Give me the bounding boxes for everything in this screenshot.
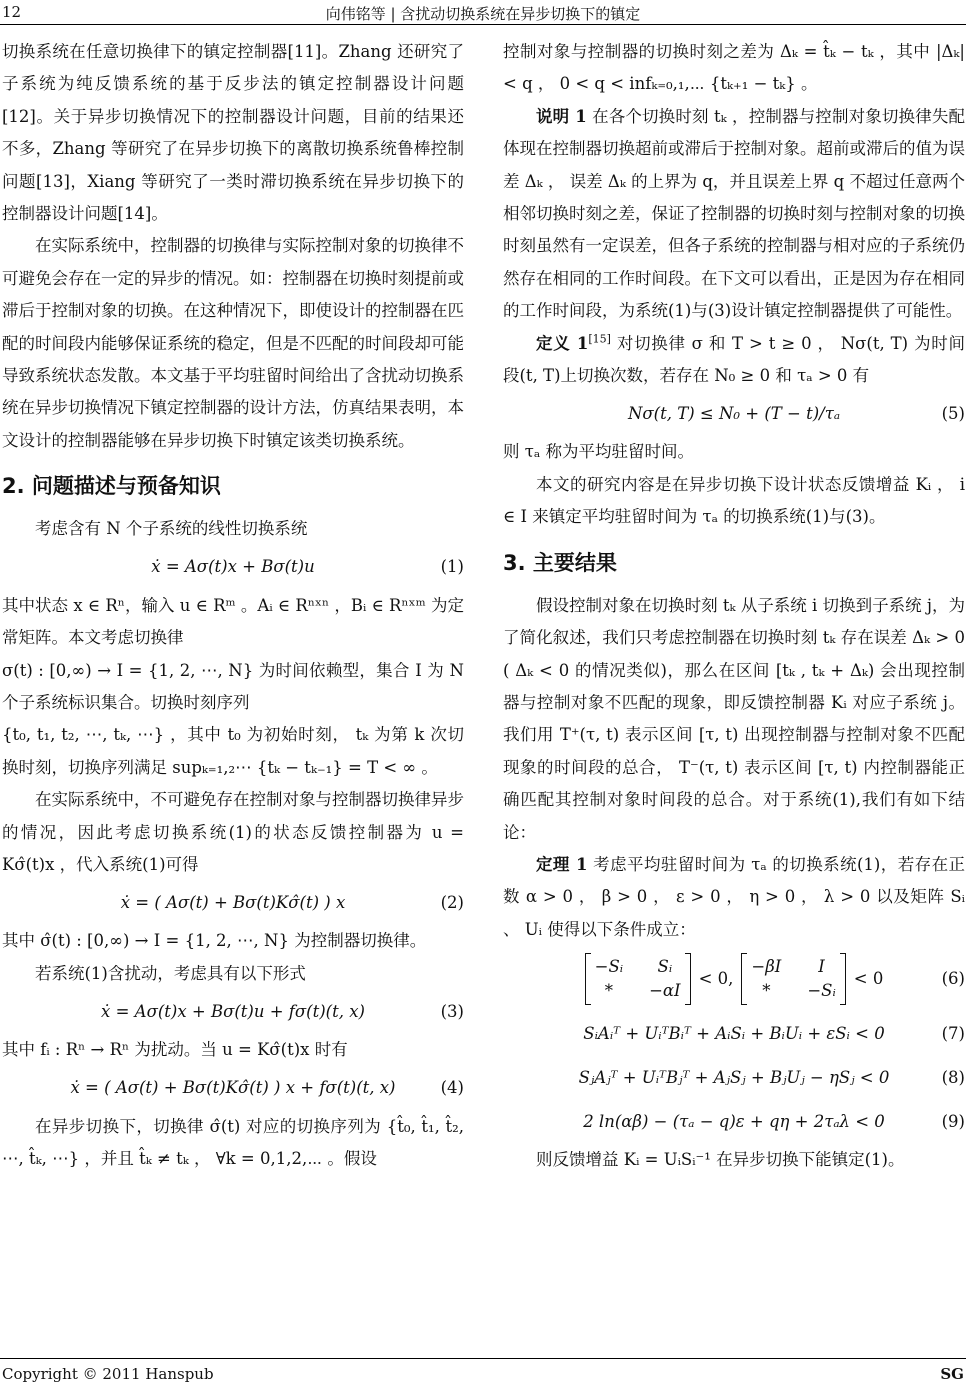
- equation-number: (8): [941, 1067, 965, 1087]
- equation-number: (2): [440, 893, 464, 913]
- paragraph: σ(t) : [0,∞) → I = {1, 2, ⋯, N} 为时间依赖型，集合 I 为 N 个子系统标识集合。切换时刻序列: [2, 660, 464, 712]
- inequality-sign: < 0: [853, 968, 884, 988]
- equation-body: Nσ(t, T) ≤ N₀ + (T − t)/τₐ: [627, 404, 841, 424]
- equation-number: (3): [440, 1001, 464, 1021]
- equation-body: 2 ln(αβ) − (τₐ − q)ε + qη + 2τₐλ < 0: [583, 1111, 885, 1131]
- equation-4: [2, 1067, 464, 1111]
- journal-code: SG: [940, 1365, 964, 1383]
- right-bracket: [685, 953, 691, 1005]
- paragraph: 本文的研究内容是在异步切换下设计状态反馈增益 Kᵢ ， i ∈ I 来镇定平均驻留时间为 τₐ 的切换系统(1)与(3)。: [503, 474, 965, 527]
- equation-9: [503, 1100, 965, 1144]
- remark-text: 在各个切换时刻 tₖ ，控制器与控制对象切换律失配体现在控制器切换超前或滞后于控制对象。超前或滞后的值为误差 Δₖ ， 误差 Δₖ 的上界为 q，并且误差上界 q 不超过任意两个相邻切换时刻之差，保证了控制器的切换时刻与控制对象的切换时刻虽然有一定误差，但各子系统的控制器与相对应的子系统仍然存在相同的工作时间段。在下文可以看出，正是因为存在相同的工作时间段，为系统(1)与(3)设计镇定控制器提供了可能性。: [503, 106, 965, 321]
- equation-number: (7): [941, 1023, 965, 1043]
- matrix-2: [741, 953, 845, 1005]
- paragraph: {t₀, t₁, t₂, ⋯, tₖ, ⋯} ，其中 t₀ 为初始时刻， tₖ 为第 k 次切换时刻，切换序列满足 supₖ₌₁,₂⋯ {tₖ − tₖ₋₁} = T < ∞ 。: [2, 725, 464, 777]
- equation-8: [503, 1056, 965, 1100]
- paragraph: 其中状态 x ∈ Rⁿ，输入 u ∈ Rᵐ 。Aᵢ ∈ Rⁿˣⁿ ，Bᵢ ∈ Rⁿˣᵐ 为定常矩阵。本文考虑切换律: [2, 595, 464, 648]
- equation-number: (4): [440, 1078, 464, 1098]
- page-footer: [0, 1358, 966, 1387]
- theorem-text: 考虑平均驻留时间为 τₐ 的切换系统(1)，若存在正数 α > 0 ， β > 0 ， ε > 0 ， η > 0 ， λ > 0 以及矩阵 Sᵢ 、 Uᵢ 使得以下条件成立：: [503, 854, 965, 939]
- equation-1: [2, 546, 464, 590]
- right-bracket: [840, 953, 846, 1005]
- equation-number: (5): [941, 404, 965, 424]
- equation-2: [2, 881, 464, 925]
- section-heading-2: 2. 问题描述与预备知识: [2, 474, 221, 499]
- right-column: [503, 36, 965, 1177]
- matrix-cell: −Sᵢ: [594, 957, 624, 977]
- left-bracket: [585, 953, 591, 1005]
- remark-paragraph: [503, 101, 965, 328]
- paragraph: 其中 fᵢ : Rⁿ → Rⁿ 为扰动。当 u = Kσ̂(t)x 时有: [2, 1040, 348, 1060]
- definition-label: 定义 1: [536, 333, 589, 353]
- paragraph: 在实际系统中，不可避免存在控制对象与控制器切换律异步的情况，因此考虑切换系统(1)的状态反馈控制器为 u = Kσ̂(t)x ，代入系统(1)可得: [2, 790, 464, 874]
- equation-5: [503, 392, 965, 436]
- matrix-cell: −Sᵢ: [807, 981, 836, 1001]
- inequality-sign: < 0,: [698, 968, 734, 988]
- paragraph: 其中 σ̂(t) : [0,∞) → I = {1, 2, ⋯, N} 为控制器切换律。: [2, 931, 427, 951]
- matrix-cell: −βI: [751, 957, 782, 977]
- equation-body: ẋ = Aσ(t)x + Bσ(t)u + fσ(t)(t, x): [101, 1001, 365, 1021]
- citation: [15]: [588, 332, 611, 346]
- paragraph: 在异步切换下，切换律 σ̂(t) 对应的切换序列为 {t̂₀, t̂₁, t̂₂, ⋯, t̂ₖ, ⋯} ，并且 t̂ₖ ≠ tₖ ， ∀k = 0,1,2,⋯ 。假设: [2, 1116, 464, 1168]
- matrix-cell: *: [604, 981, 613, 1001]
- equation-body: ẋ = ( Aσ(t) + Bσ(t)Kσ̂(t) ) x + fσ(t)(t, x): [70, 1078, 396, 1098]
- theorem-label: 定理 1: [536, 854, 588, 874]
- matrix-cell: Sᵢ: [657, 957, 673, 977]
- matrix-grid: [751, 955, 835, 1003]
- paragraph: 在实际系统中，控制器的切换律与实际控制对象的切换律不可避免会存在一定的异步的情况。如：控制器在切换时刻提前或滞后于控制对象的切换。在这种情况下，即使设计的控制器在匹配的时间段内能够保证系统的稳定，但是不匹配的时间段却可能导致系统状态发散。本文基于平均驻留时间给出了含扰动切换系统在异步切换情况下镇定控制器的设计方法，仿真结果表明，本文设计的控制器能够在异步切换下时镇定该类切换系统。: [2, 236, 464, 450]
- matrix-grid: [595, 955, 681, 1003]
- remark-label: 说明 1: [536, 106, 587, 126]
- paragraph: 切换系统在任意切换律下的镇定控制器[11]。Zhang 还研究了子系统为纯反馈系统的基于反步法的镇定控制器设计问题[12]。关于异步切换情况下的控制器设计问题，目前的结果还不多，Zhang 等研究了在异步切换下的离散切换系统鲁棒控制问题[13]，Xiang 等研究了一类时滞切换系统在异步切换下的控制器设计问题[14]。: [2, 42, 464, 224]
- equation-3: [2, 990, 464, 1034]
- page-header: [0, 0, 966, 25]
- equation-number: (1): [440, 557, 464, 577]
- paragraph: 则反馈增益 Kᵢ = UᵢSᵢ⁻¹ 在异步切换下能镇定(1)。: [536, 1150, 905, 1170]
- paragraph: 假设控制对象在切换时刻 tₖ 从子系统 i 切换到子系统 j，为了简化叙述，我们只考虑控制器在切换时刻 tₖ 存在误差 Δₖ > 0 ( Δₖ < 0 的情况类似)，那么在区间 [tₖ , tₖ + Δₖ) 会出现控制器与控制对象不匹配的现象，即反馈控制器 Kᵢ 对应子系统 j。我们用 T⁺(τ, t) 表示区间 [τ, t) 出现控制器与控制对象不匹配现象的时间段的总合， T⁻(τ, t) 表示区间 [τ, t) 内控制器能正确匹配其控制对象时间段的总合。对于系统(1),我们有如下结论：: [503, 595, 965, 842]
- paragraph: 控制对象与控制器的切换时刻之差为 Δₖ = t̂ₖ − tₖ ，其中 |Δₖ| < q ， 0 < q < infₖ₌₀,₁,⋯ {tₖ₊₁ − tₖ} 。: [503, 42, 965, 94]
- equation-body: ẋ = ( Aσ(t) + Bσ(t)Kσ̂(t) ) x: [120, 893, 346, 913]
- equation-6: [503, 946, 965, 1012]
- left-bracket: [741, 953, 747, 1005]
- equation-body: SᵢAᵢᵀ + UᵢᵀBᵢᵀ + AᵢSᵢ + BᵢUᵢ + εSᵢ < 0: [583, 1023, 885, 1043]
- equation-number: (9): [941, 1111, 965, 1131]
- running-title: 向伟铭等 | 含扰动切换系统在异步切换下的镇定: [325, 5, 641, 23]
- matrix-cell: *: [762, 981, 771, 1001]
- definition-paragraph: [503, 328, 965, 393]
- equation-7: [503, 1012, 965, 1056]
- equation-body: ẋ = Aσ(t)x + Bσ(t)u: [151, 557, 315, 577]
- matrix-1: [585, 953, 691, 1005]
- equation-number: (6): [941, 968, 965, 988]
- copyright: Copyright © 2011 Hanspub: [2, 1365, 214, 1383]
- definition-text: 对切换律 σ 和 T > t ≥ 0 ， Nσ(t, T) 为时间段(t, T)上切换次数，若存在 N₀ ≥ 0 和 τₐ > 0 有: [503, 333, 965, 386]
- page-number: 12: [2, 3, 22, 21]
- theorem-paragraph: [503, 849, 965, 946]
- paragraph: 若系统(1)含扰动，考虑具有以下形式: [35, 963, 306, 983]
- paragraph: 考虑含有 N 个子系统的线性切换系统: [35, 519, 308, 539]
- matrix-cell: I: [818, 957, 825, 977]
- left-column: [2, 36, 464, 1175]
- section-heading-3: 3. 主要结果: [503, 550, 617, 575]
- matrix-cell: −αI: [649, 981, 681, 1001]
- paragraph: 则 τₐ 称为平均驻留时间。: [503, 442, 694, 462]
- equation-body: SⱼAⱼᵀ + UᵢᵀBⱼᵀ + AⱼSⱼ + BⱼUⱼ − ηSⱼ < 0: [578, 1067, 890, 1087]
